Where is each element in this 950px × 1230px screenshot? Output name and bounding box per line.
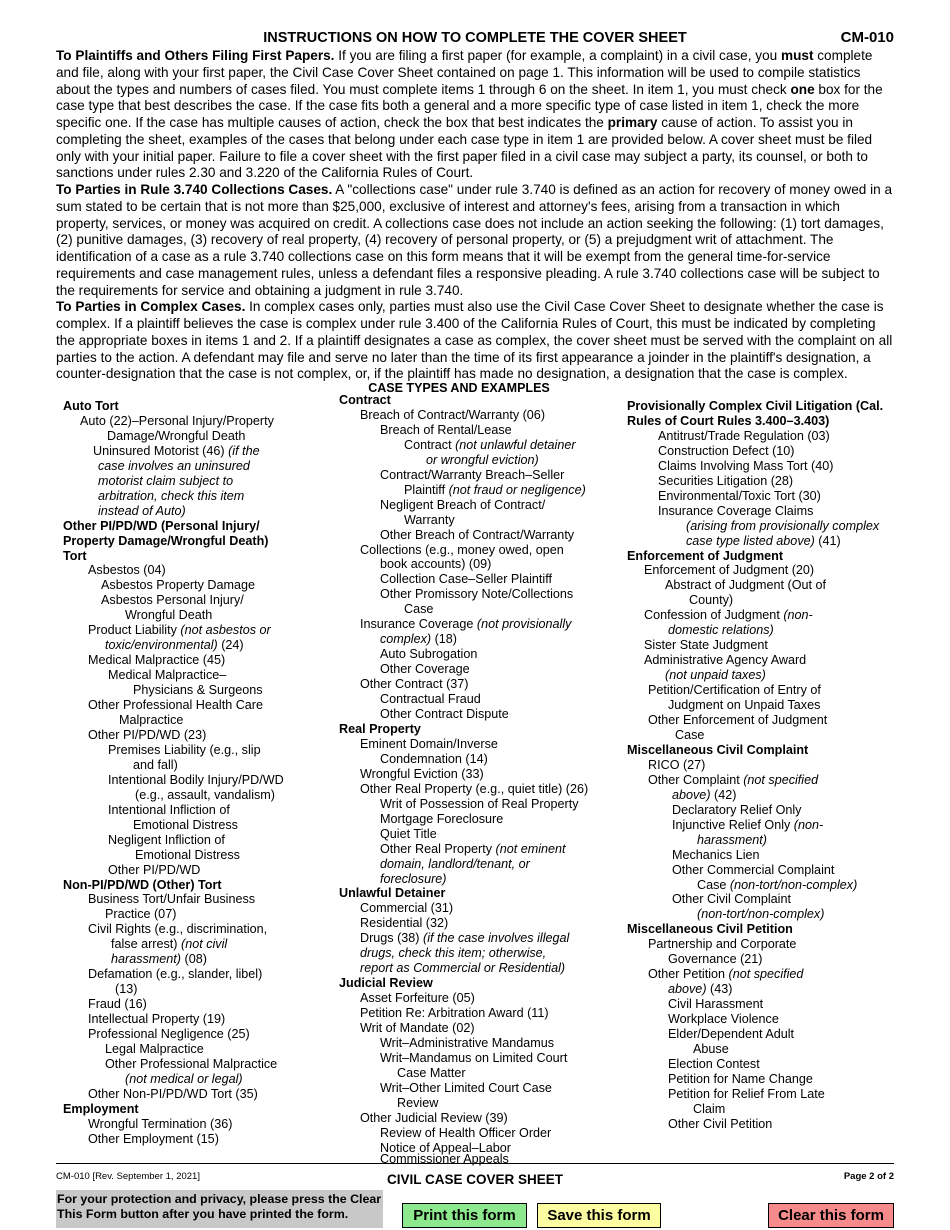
case-type-item: Emotional Distress <box>133 817 238 832</box>
case-type-note: (not medical or legal) <box>125 1071 243 1086</box>
case-type-item <box>63 459 333 474</box>
case-type-text: Other Complaint <box>648 772 744 787</box>
case-type-item <box>339 632 624 647</box>
case-type-item <box>63 623 333 638</box>
case-type-note: (non-tort/non-complex) <box>697 907 825 922</box>
case-type-item: Other Employment (15) <box>88 1131 219 1146</box>
case-type-item: Notice of Appeal–Labor <box>380 1140 511 1155</box>
case-type-item: Writ–Mandamus on Limited Court <box>380 1050 568 1065</box>
instruction-paragraph <box>56 182 894 299</box>
case-type-item: book accounts) (09) <box>380 557 492 572</box>
case-type-note: arbitration, check this item <box>98 488 245 503</box>
clear-form-button[interactable]: Clear this form <box>768 1203 894 1228</box>
case-type-item: Environmental/Toxic Tort (30) <box>658 488 821 503</box>
case-type-note: (not provisionally <box>476 617 572 632</box>
case-type-item: Physicians & Surgeons <box>133 683 263 698</box>
case-type-item: Other Commercial Complaint <box>672 862 835 877</box>
case-type-item: Other Coverage <box>380 662 470 677</box>
instruction-heading: must <box>781 48 814 63</box>
case-type-item: Emotional Distress <box>135 847 240 862</box>
case-type-item: Case <box>404 602 434 617</box>
case-type-item <box>63 937 333 952</box>
case-category: Employment <box>63 1101 139 1116</box>
case-type-text: Other Real Property <box>380 841 496 856</box>
case-type-item: Election Contest <box>668 1056 760 1071</box>
case-type-item: Professional Negligence (25) <box>88 1027 250 1042</box>
case-type-item: Malpractice <box>119 713 184 728</box>
instruction-heading: one <box>790 81 815 97</box>
case-type-item: Writ of Possession of Real Property <box>380 796 579 811</box>
case-type-item: Fraud (16) <box>88 997 147 1012</box>
case-category: Other PI/PD/WD (Personal Injury/ <box>63 518 260 533</box>
case-type-item <box>627 833 897 848</box>
case-type-item <box>339 617 624 632</box>
instructions-text <box>56 48 894 383</box>
case-type-item <box>339 438 624 453</box>
case-type-item: Other Promissory Note/Collections <box>380 587 574 602</box>
case-type-note: domain, landlord/tenant, or <box>380 856 530 871</box>
footer-divider <box>56 1163 894 1164</box>
instruction-paragraph <box>56 48 894 182</box>
instruction-paragraph <box>56 299 894 383</box>
case-type-item: Negligent Infliction of <box>108 832 225 847</box>
case-type-note: (non- <box>793 817 824 832</box>
instruction-heading: To Parties in Rule 3.740 Collections Cases. <box>56 182 333 197</box>
footer-title: CIVIL CASE COVER SHEET <box>386 1172 564 1187</box>
case-type-item: Medical Malpractice (45) <box>88 653 226 668</box>
case-type-item: Case Matter <box>397 1065 466 1080</box>
case-type-item: Sister State Judgment <box>644 638 768 653</box>
case-type-item: Collections (e.g., money owed, open <box>360 542 564 557</box>
case-type-item <box>627 818 897 833</box>
case-type-note: (non-tort/non-complex) <box>729 877 858 892</box>
case-type-item: Auto Subrogation <box>380 647 478 662</box>
case-type-item: Commercial (31) <box>360 901 454 916</box>
case-category: Enforcement of Judgment <box>627 548 784 563</box>
case-type-item <box>339 961 624 976</box>
case-category: Unlawful Detainer <box>339 886 446 901</box>
case-type-item: Petition Re: Arbitration Award (11) <box>360 1006 549 1021</box>
case-type-item <box>63 444 333 459</box>
case-type-note: (if the <box>228 443 260 458</box>
case-type-note: (arising from provisionally complex <box>686 518 880 533</box>
case-type-item: Other Professional Malpractice <box>105 1056 278 1071</box>
case-type-item <box>627 623 897 638</box>
case-type-item: Petition/Certification of Entry of <box>648 683 821 698</box>
case-type-note: case type listed above) <box>686 533 815 548</box>
case-type-item: Warranty <box>404 512 455 527</box>
case-type-note: foreclosure) <box>380 871 447 886</box>
case-type-item <box>339 453 624 468</box>
case-type-item: Writ–Administrative Mandamus <box>380 1035 555 1050</box>
case-type-note: (not eminent <box>495 841 566 856</box>
case-type-item: Damage/Wrongful Death <box>107 428 246 443</box>
case-types-column-3 <box>627 399 897 1132</box>
case-type-item: Claim <box>693 1101 726 1116</box>
case-type-item: Civil Harassment <box>668 997 764 1012</box>
case-category: Tort <box>63 548 87 563</box>
form-revision: CM-010 [Rev. September 1, 2021] <box>56 1171 200 1182</box>
case-types-column-1 <box>63 399 333 1147</box>
case-type-item: Premises Liability (e.g., slip <box>108 742 261 757</box>
case-type-note: complex) <box>380 632 432 647</box>
case-type-item: Condemnation (14) <box>380 751 488 766</box>
instruction-heading: primary <box>607 115 658 130</box>
case-type-item: Asbestos Property Damage <box>101 578 255 593</box>
case-type-item: County) <box>689 593 734 608</box>
case-category: Judicial Review <box>339 976 433 991</box>
print-form-button[interactable]: Print this form <box>402 1203 527 1228</box>
case-type-item: Enforcement of Judgment (20) <box>644 563 815 578</box>
case-type-note: above) <box>672 787 711 802</box>
case-type-item <box>627 534 897 549</box>
case-types-heading: CASE TYPES AND EXAMPLES <box>368 381 550 395</box>
case-type-note: harassment) <box>697 832 767 847</box>
case-type-note: case involves an uninsured <box>98 458 250 473</box>
case-type-item: Petition for Relief From Late <box>668 1086 825 1101</box>
case-type-text: (08) <box>181 952 207 967</box>
case-types-column-2 <box>339 393 624 1164</box>
case-type-text: Drugs (38) <box>360 931 423 946</box>
case-type-item: Other Judicial Review (39) <box>360 1110 508 1125</box>
case-type-item <box>339 857 624 872</box>
instruction-heading: To Plaintiffs and Others Filing First Papers. <box>56 48 335 63</box>
case-type-item <box>627 788 897 803</box>
case-type-item <box>627 608 897 623</box>
case-type-item <box>63 474 333 489</box>
case-type-item: Case <box>675 727 705 742</box>
case-type-item: Wrongful Death <box>125 608 213 623</box>
case-type-item: Intentional Infliction of <box>108 802 230 817</box>
case-type-text: (18) <box>431 632 457 647</box>
case-type-item: Abstract of Judgment (Out of <box>665 578 826 593</box>
case-type-item: Abuse <box>693 1041 729 1056</box>
save-form-button[interactable]: Save this form <box>537 1203 661 1228</box>
case-type-text: (24) <box>217 638 244 653</box>
case-type-item: (e.g., assault, vandalism) <box>135 787 275 802</box>
case-type-item: Asbestos Personal Injury/ <box>101 593 244 608</box>
case-category: Non-PI/PD/WD (Other) Tort <box>63 877 222 892</box>
case-type-item: Construction Defect (10) <box>658 443 795 458</box>
case-type-item: Petition for Name Change <box>668 1071 813 1086</box>
case-type-item: Writ–Other Limited Court Case <box>380 1080 552 1095</box>
case-type-note: (not specified <box>728 967 804 982</box>
case-type-item: Practice (07) <box>105 907 177 922</box>
page-number: Page 2 of 2 <box>843 1171 894 1182</box>
case-type-item: Judgment on Unpaid Taxes <box>668 698 821 713</box>
case-type-item: Commissioner Appeals <box>380 1151 509 1166</box>
case-type-item: Other Civil Petition <box>668 1116 773 1131</box>
case-type-item: Residential (32) <box>360 916 449 931</box>
form-code: CM-010 <box>840 29 894 46</box>
case-type-note: or wrongful eviction) <box>426 452 539 467</box>
case-type-item: Intentional Bodily Injury/PD/WD <box>108 772 284 787</box>
case-type-item: Insurance Coverage Claims <box>658 503 814 518</box>
case-type-note: (if the case involves illegal <box>423 931 570 946</box>
case-type-note: (not unlawful detainer <box>455 437 576 452</box>
case-type-item: Review <box>397 1095 439 1110</box>
case-type-item <box>627 982 897 997</box>
case-category: Real Property <box>339 721 421 736</box>
case-type-item: Quiet Title <box>380 826 437 841</box>
instruction-text: A "collections case" under rule 3.740 is defined as an action for recovery of money owed in a sum stated to be certain that is not more than $25,000, exclusive of interest and attorney's fees, arising from a transaction in which property, services, or money was acquired on credit. A collections case does not include an action seeking the following: (1) tort damages, (2) punitive damages, (3) recovery of real property, (4) recovery of personal property, or (5) a prejudgment writ of attachment. The identification of a case as a rule 3.740 collections case on this form means that it will be exempt from the general time-for-service requirements and case management rules, unless a defendant files a responsive pleading. A rule 3.740 collections case will be subject to the requirements for service and obtaining a judgment in rule 3.740. <box>56 182 893 298</box>
instruction-text: complete and file, along with your first paper, the Civil Case Cover Sheet contained on page 1. This information will be used to compile statistics about the types and numbers of cases filed. You must complete items 1 through 6 on the sheet. In item 1, you must check <box>56 48 873 97</box>
case-type-item: Contract/Warranty Breach–Seller <box>380 467 565 482</box>
case-type-item: Breach of Rental/Lease <box>380 422 512 437</box>
case-type-item: Other Non-PI/PD/WD Tort (35) <box>88 1086 258 1101</box>
case-type-item: Civil Rights (e.g., discrimination, <box>88 922 268 937</box>
case-type-note: toxic/environmental) <box>105 638 218 653</box>
case-type-note: domestic relations) <box>668 623 774 638</box>
case-type-item: Administrative Agency Award <box>644 653 807 668</box>
case-type-item: Other PI/PD/WD (23) <box>88 727 207 742</box>
case-type-item: Eminent Domain/Inverse <box>360 736 498 751</box>
case-type-item: Medical Malpractice– <box>108 668 227 683</box>
case-type-note: motorist claim subject to <box>98 473 234 488</box>
privacy-note: For your protection and privacy, please press the Clear This Form button after you have printed the form. <box>56 1190 383 1228</box>
instruction-text: If you are filing a first paper (for example, a complaint) in a civil case, you <box>334 48 781 63</box>
case-type-item <box>63 952 333 967</box>
case-category: Miscellaneous Civil Petition <box>627 922 793 937</box>
case-type-note: (not specified <box>743 772 819 787</box>
case-type-text: (41) <box>814 533 841 548</box>
case-type-item <box>627 967 897 982</box>
case-type-item: Elder/Dependent Adult <box>668 1027 795 1042</box>
case-type-item: Wrongful Termination (36) <box>88 1116 233 1131</box>
case-type-text: Product Liability <box>88 623 181 638</box>
case-type-item <box>627 668 897 683</box>
case-type-item: Defamation (e.g., slander, libel) <box>88 967 263 982</box>
case-type-item: Other Contract (37) <box>360 677 469 692</box>
case-type-item: Other Civil Complaint <box>672 892 791 907</box>
case-type-item: Other Real Property (e.g., quiet title) (26) <box>360 781 589 796</box>
case-type-item: Other Contract Dispute <box>380 707 509 722</box>
case-type-item: Mechanics Lien <box>672 847 760 862</box>
case-type-item: Writ of Mandate (02) <box>360 1021 475 1036</box>
case-type-text: Other Petition <box>648 967 729 982</box>
case-type-item: Declaratory Relief Only <box>672 802 802 817</box>
case-category: Contract <box>339 393 391 407</box>
case-type-item <box>627 519 897 534</box>
case-type-item: Asbestos (04) <box>88 563 166 578</box>
case-type-item: Business Tort/Unfair Business <box>88 892 256 907</box>
case-type-item: Other Professional Health Care <box>88 698 263 713</box>
case-type-item <box>339 946 624 961</box>
case-type-item: Mortgage Foreclosure <box>380 811 504 826</box>
case-type-item: Negligent Breach of Contract/ <box>380 497 546 512</box>
case-type-text: false arrest) <box>111 937 181 952</box>
case-type-item <box>63 1072 333 1087</box>
case-type-item: Governance (21) <box>668 952 763 967</box>
case-type-item: Securities Litigation (28) <box>658 473 794 488</box>
case-type-note: instead of Auto) <box>98 503 186 518</box>
case-type-text: Case <box>697 877 730 892</box>
instruction-text: In complex cases only, parties must also use the Civil Case Cover Sheet to designate whether the case is complex. If a plaintiff believes the case is complex under rule 3.400 of the California Rules of Court, this must be indicated by completing the appropriate boxes in items 1 and 2. If a plaintiff designates a case as complex, the cover sheet must be served with the complaint on all parties to the action. A defendant may file and serve no later than the time of its first appearance a joinder in the plaintiff's designation, a counter-designation that the case is not complex, or, if the plaintiff has made no designation, a designation that the case is complex. <box>56 299 893 382</box>
case-type-item: Asset Forfeiture (05) <box>360 991 475 1006</box>
case-type-item: Intellectual Property (19) <box>88 1012 226 1027</box>
case-type-text: Uninsured Motorist (46) <box>93 443 229 458</box>
case-category: Auto Tort <box>63 399 119 413</box>
case-type-item <box>339 842 624 857</box>
case-type-item: Partnership and Corporate <box>648 937 797 952</box>
instruction-text: cause of action. To assist you in completing the sheet, examples of the cases that belong under each case type in item 1 are provided below. A cover sheet must be filed only with your initial paper. Failure to file a cover sheet with the first paper filed in a civil case may subject a party, its counsel, or both to sanctions under rules 2.30 and 3.220 of the California Rules of Court. <box>56 115 873 181</box>
case-type-note: drugs, check this item; otherwise, <box>360 946 547 961</box>
case-type-text: Contract <box>404 437 456 452</box>
case-type-item <box>627 878 897 893</box>
case-type-item: Claims Involving Mass Tort (40) <box>658 458 834 473</box>
case-category: Property Damage/Wrongful Death) <box>63 533 269 548</box>
instruction-heading: To Parties in Complex Cases. <box>56 299 246 315</box>
case-type-note: (not unpaid taxes) <box>665 668 766 683</box>
case-type-item: Contractual Fraud <box>380 692 481 707</box>
case-type-note: (non- <box>783 608 813 623</box>
case-type-item <box>627 907 897 922</box>
case-type-item: Antitrust/Trade Regulation (03) <box>658 428 830 443</box>
case-type-item: RICO (27) <box>648 757 706 772</box>
case-type-item: Legal Malpractice <box>105 1041 204 1056</box>
instruction-text: box for the case type that best describes the case. If the case fits both a general and a more specific type of case listed in item 1, check the more specific one. If the case has multiple causes of action, check the box that best indicates the <box>56 81 883 130</box>
case-type-item: Collection Case–Seller Plaintiff <box>380 572 552 587</box>
page-title: INSTRUCTIONS ON HOW TO COMPLETE THE COVER SHEET <box>263 30 687 46</box>
case-type-item <box>339 931 624 946</box>
case-type-note: harassment) <box>111 952 181 967</box>
case-type-note: above) <box>668 982 707 997</box>
case-type-text: (42) <box>710 787 737 802</box>
case-type-item <box>339 483 624 498</box>
case-type-item: Review of Health Officer Order <box>380 1125 552 1140</box>
case-type-note: (not fraud or negligence) <box>448 482 586 497</box>
case-type-text: Confession of Judgment <box>644 608 784 623</box>
case-type-item <box>627 773 897 788</box>
case-type-item: Other Enforcement of Judgment <box>648 713 828 728</box>
case-type-item: Other Breach of Contract/Warranty <box>380 527 575 542</box>
case-type-item: Other PI/PD/WD <box>108 862 201 877</box>
case-type-text: Injunctive Relief Only <box>672 817 794 832</box>
case-type-item: and fall) <box>133 757 178 772</box>
case-type-text: Insurance Coverage <box>360 617 477 632</box>
case-type-item <box>63 504 333 519</box>
case-category: Rules of Court Rules 3.400–3.403) <box>627 413 830 428</box>
case-type-text: (43) <box>706 982 733 997</box>
case-type-note: (not civil <box>181 937 228 952</box>
case-type-item <box>63 638 333 653</box>
case-type-note: (not asbestos or <box>180 623 271 638</box>
case-type-item: Workplace Violence <box>668 1012 779 1027</box>
case-category: Miscellaneous Civil Complaint <box>627 742 809 757</box>
case-type-item <box>339 872 624 887</box>
case-type-item: Wrongful Eviction (33) <box>360 766 484 781</box>
case-category: Provisionally Complex Civil Litigation (Cal. <box>627 399 884 413</box>
case-type-text: Plaintiff <box>404 482 449 497</box>
case-type-item <box>63 489 333 504</box>
case-type-item: Breach of Contract/Warranty (06) <box>360 407 546 422</box>
case-type-item: (13) <box>115 982 138 997</box>
case-type-note: report as Commercial or Residential) <box>360 961 566 976</box>
case-type-item: Auto (22)–Personal Injury/Property <box>80 413 274 428</box>
